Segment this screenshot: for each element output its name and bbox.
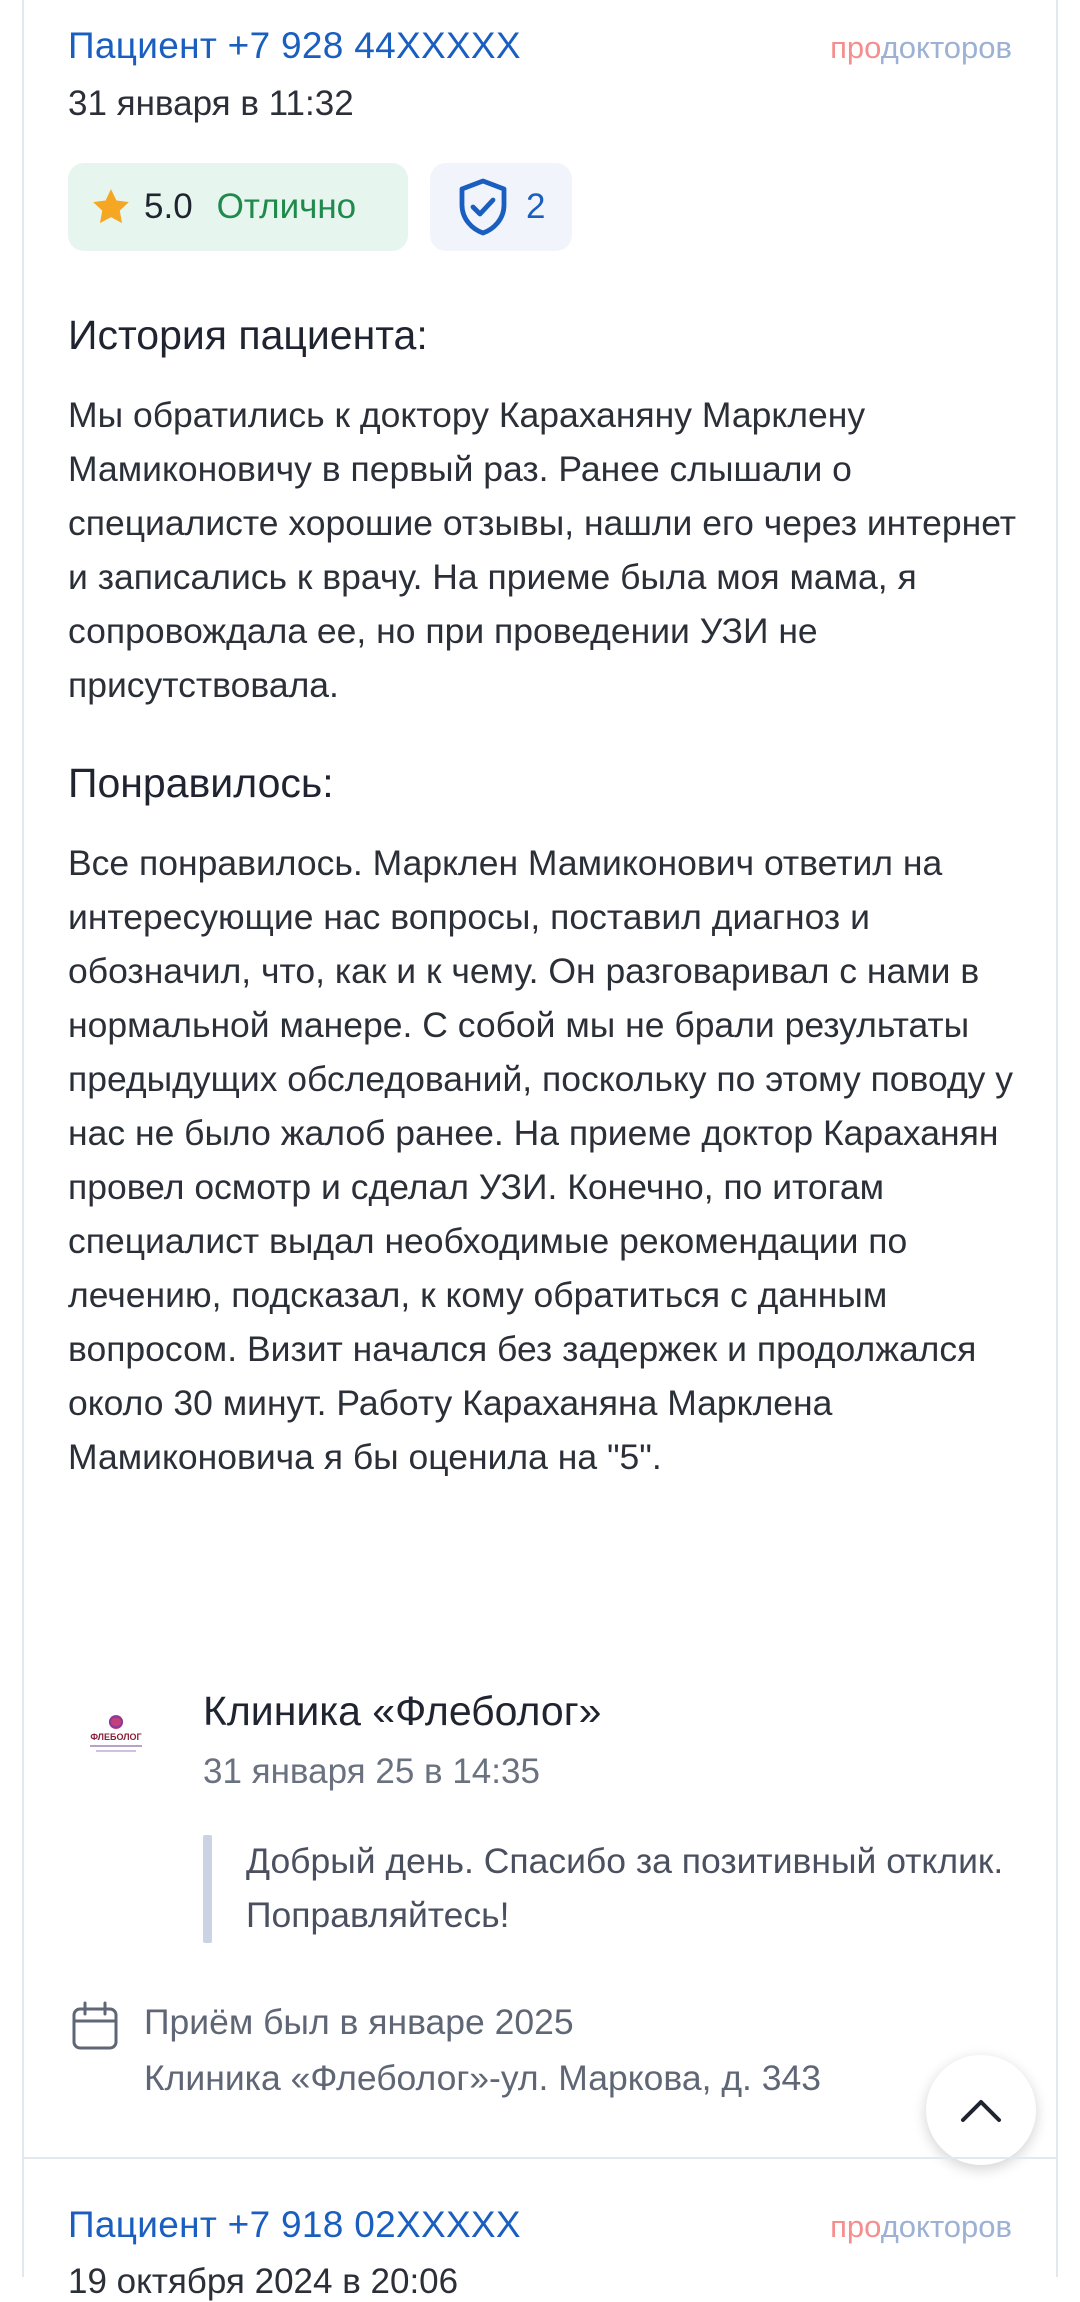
visit-clinic-address[interactable]: Клиника «Флеболог»-ул. Маркова, д. 343 (144, 2058, 821, 2098)
shield-check-icon (456, 177, 510, 237)
clinic-logo-text: ФЛЕБОЛОГ (90, 1732, 142, 1742)
brand-doc: докторов (880, 2209, 1012, 2244)
prodoctorov-logo (830, 2209, 1012, 2245)
star-icon (90, 186, 132, 228)
prodoctorov-logo (830, 30, 1012, 66)
rating-badge[interactable] (68, 163, 408, 251)
liked-text: Все понравилось. Марклен Мамиконович ответил на интересующие нас вопросы, поставил диагноз и обозначил, что, как и к чему. Он разговаривал с нами в нормальной манере. С собой мы не брали результаты предыдущих обследований, поскольку по этому поводу у нас не было жалоб ранее. На приеме доктор Караханян провел осмотр и сделал УЗИ. Конечно, по итогам специалист выдал необходимые рекомендации по лечению, подсказал, к кому обратиться с данным вопросом. Визит начался без задержек и продолжался около 30 минут. Работу Караханяна Марклена Мамиконовича я бы оценила на "5". (68, 843, 1014, 1477)
visit-date: Приём был в январе 2025 (144, 2002, 574, 2042)
review-author-link[interactable]: Пациент +7 918 02XXXXX (68, 2204, 521, 2245)
rating-score: 5.0 (144, 187, 193, 226)
clinic-reply-text: Добрый день. Спасибо за позитивный отклик. Поправляйтесь! (246, 1841, 1004, 1935)
clinic-logo (74, 1700, 158, 1784)
brand-doc: докторов (880, 30, 1012, 65)
clinic-name[interactable]: Клиника «Флеболог» (203, 1688, 602, 1734)
chevron-up-icon (959, 2096, 1003, 2124)
verified-count: 2 (526, 187, 546, 226)
review-author-link[interactable]: Пациент +7 928 44XXXXX (68, 25, 521, 66)
clinic-reply-date: 31 января 25 в 14:35 (203, 1752, 540, 1791)
verified-badge[interactable] (430, 163, 572, 251)
review-date: 31 января в 11:32 (68, 84, 354, 123)
quote-bar (203, 1835, 212, 1943)
history-heading: История пациента: (68, 312, 428, 358)
liked-heading: Понравилось: (68, 760, 334, 806)
review-date: 19 октября 2024 в 20:06 (68, 2262, 459, 2301)
rating-label: Отлично (216, 187, 357, 226)
brand-pro: про (830, 30, 881, 65)
card-border-left (22, 0, 24, 2277)
scroll-to-top-button[interactable] (926, 2055, 1036, 2165)
review-separator (22, 2157, 1058, 2159)
card-border-right (1056, 0, 1058, 2277)
brand-pro: про (830, 2209, 881, 2244)
history-text: Мы обратились к доктору Караханяну Марклену Мамиконовичу в первый раз. Ранее слышали о специалисте хорошие отзывы, нашли его через интернет и записались к врачу. На приеме была моя мама, я сопровождала ее, но при проведении УЗИ не присутствовала. (68, 395, 1017, 705)
calendar-icon (70, 2000, 120, 2052)
